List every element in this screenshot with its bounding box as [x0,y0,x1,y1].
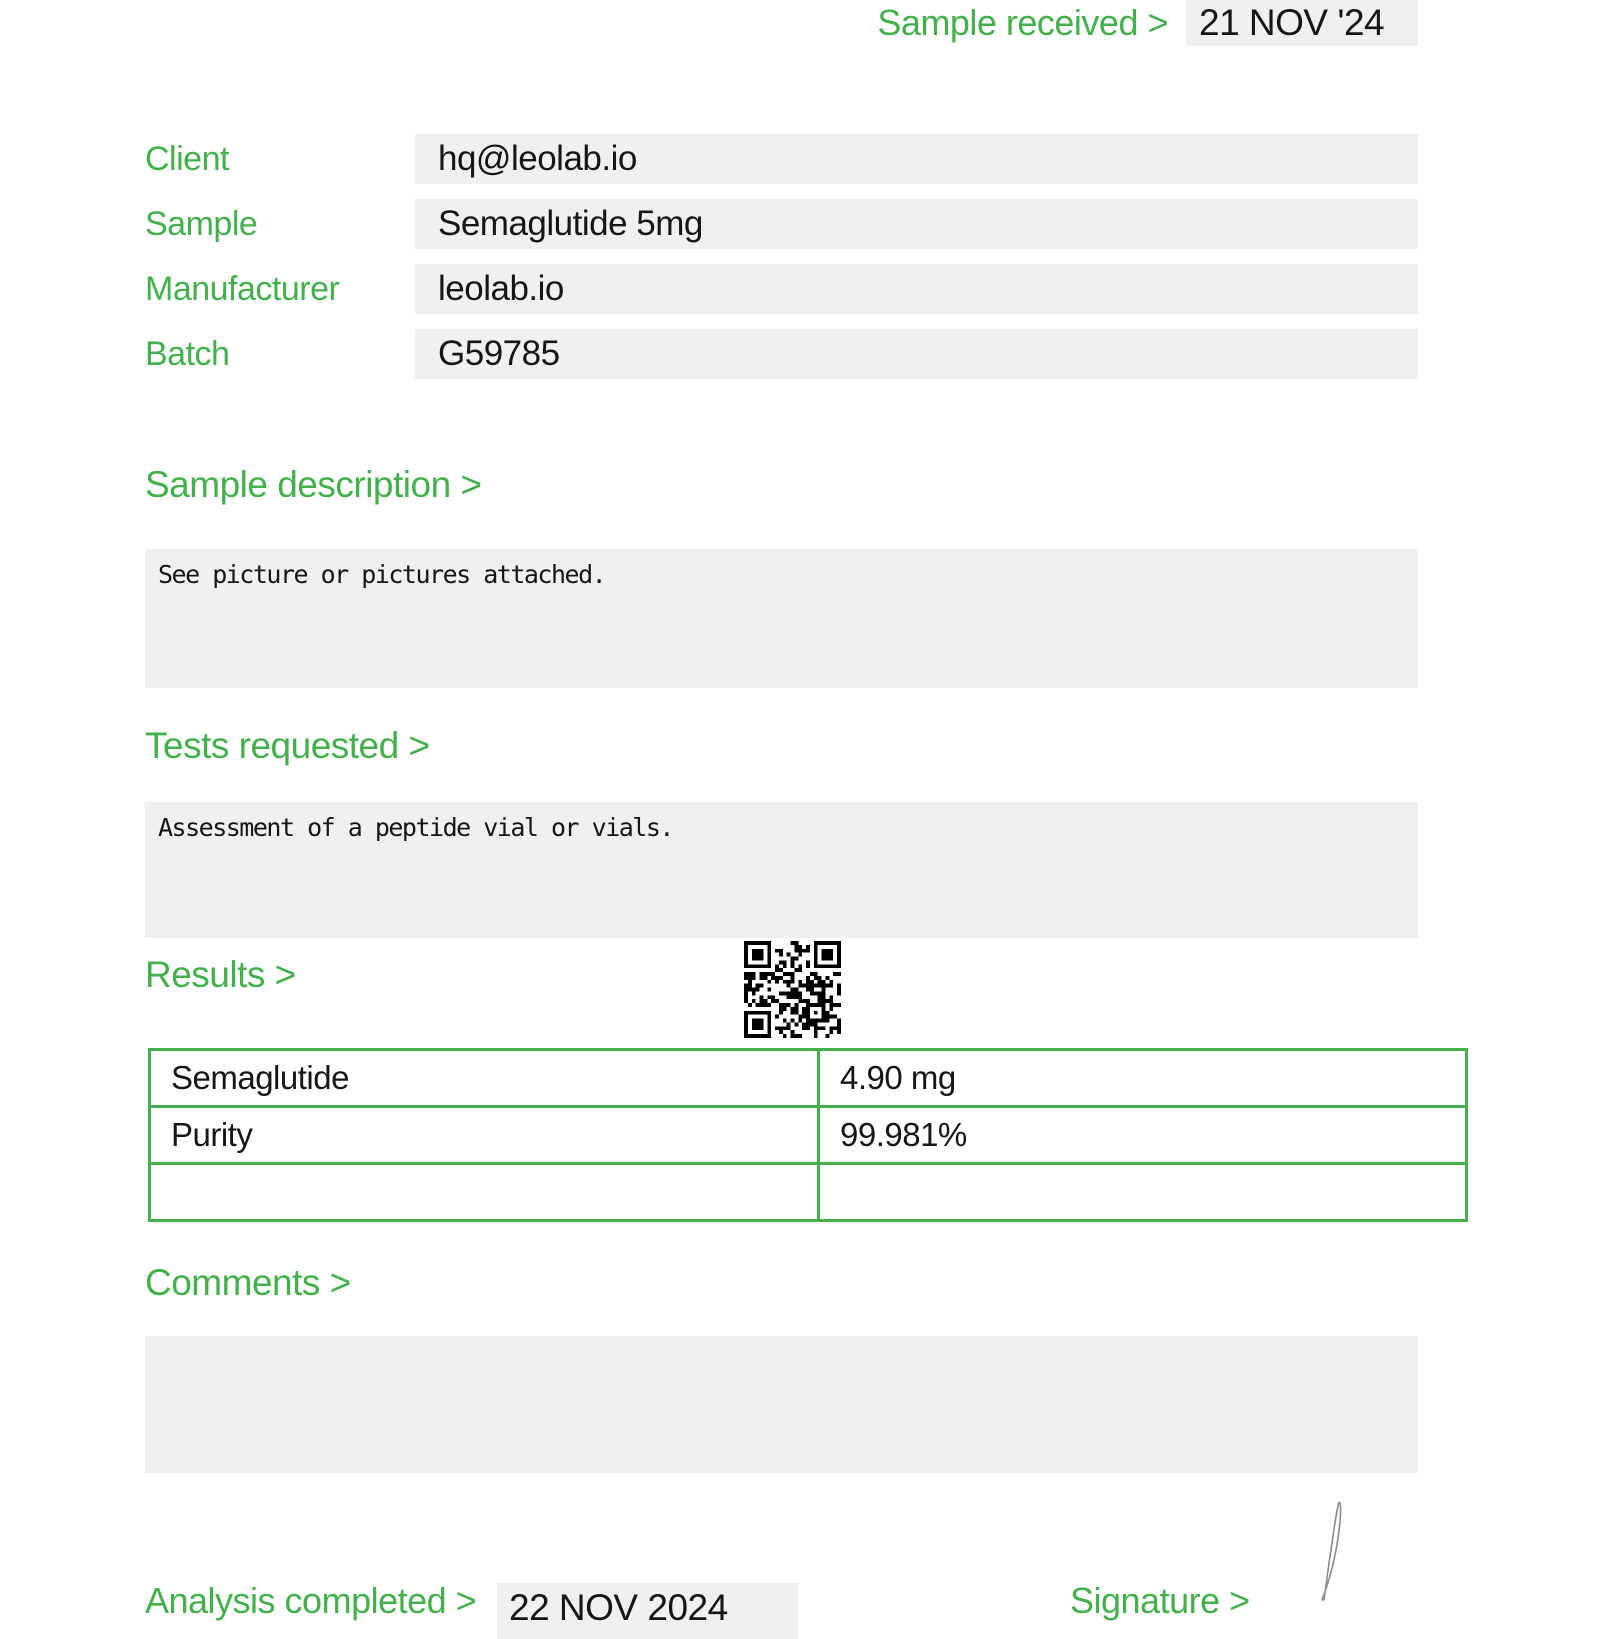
sample-value: Semaglutide 5mg [438,204,703,243]
sample-received-row [877,0,1418,46]
comments-box [145,1336,1418,1473]
sample-received-label: Sample received > [877,2,1168,43]
sample-description-heading: Sample description > [145,464,482,505]
sample-received-value-box [1186,0,1418,46]
result-value [819,1164,1467,1221]
qr-code-icon [744,941,841,1038]
client-value: hq@leolab.io [438,139,637,178]
batch-value-box [415,329,1418,379]
client-value-box [415,134,1418,184]
field-row-sample [145,199,1418,249]
analysis-completed-value-box [497,1583,798,1639]
results-table [148,1048,1468,1222]
result-name: Purity [150,1107,819,1164]
field-row-client [145,134,1418,184]
tests-requested-box: Assessment of a peptide vial or vials. [145,802,1418,938]
sample-received-value: 21 NOV '24 [1199,2,1385,43]
analysis-completed-value: 22 NOV 2024 [509,1587,728,1628]
analysis-completed-label: Analysis completed > [145,1580,477,1621]
comments-heading: Comments > [145,1262,351,1303]
result-name: Semaglutide [150,1050,819,1107]
signature-label: Signature > [1070,1580,1250,1621]
info-fields [145,134,1418,394]
result-value: 4.90 mg [819,1050,1467,1107]
signature-stroke [1308,1472,1352,1600]
client-label: Client [145,140,229,178]
sample-label: Sample [145,205,258,243]
results-row-semaglutide [150,1050,1467,1107]
manufacturer-value: leolab.io [438,269,564,308]
manufacturer-label: Manufacturer [145,270,340,308]
batch-value: G59785 [438,334,560,373]
field-row-batch [145,329,1418,379]
results-heading: Results > [145,954,296,995]
batch-label: Batch [145,335,230,373]
sample-description-box: See picture or pictures attached. [145,549,1418,688]
result-value: 99.981% [819,1107,1467,1164]
results-row-purity [150,1107,1467,1164]
field-row-manufacturer [145,264,1418,314]
sample-value-box [415,199,1418,249]
results-row-empty [150,1164,1467,1221]
manufacturer-value-box [415,264,1418,314]
result-name [150,1164,819,1221]
tests-requested-heading: Tests requested > [145,725,430,766]
